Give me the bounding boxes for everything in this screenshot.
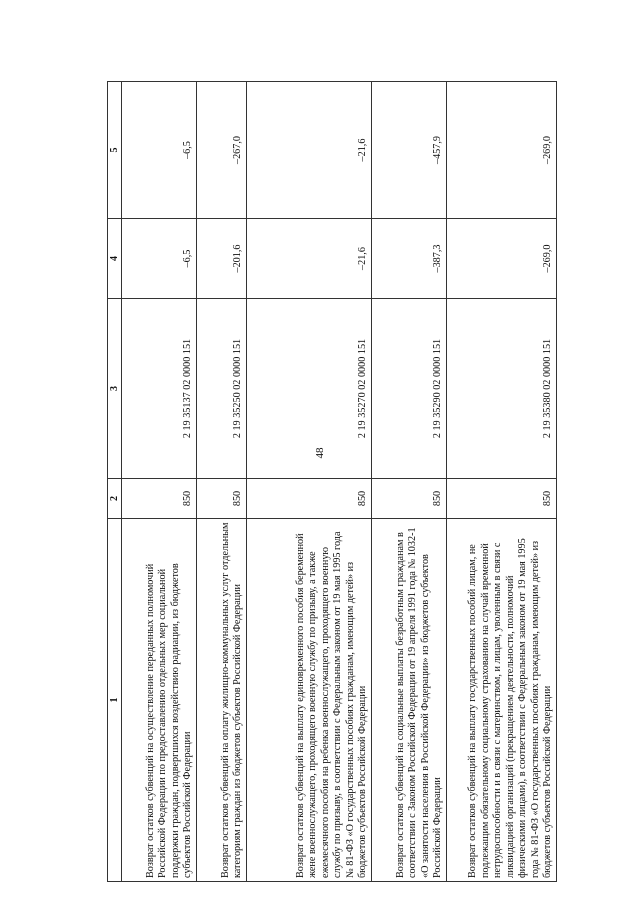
table-row	[122, 82, 197, 882]
row-admin-code: 850	[447, 479, 557, 519]
row-value-col5: –269,0	[447, 82, 557, 219]
row-value-col4: –201,6	[197, 219, 247, 299]
row-budget-code: 2 19 35290 02 0000 151	[372, 299, 447, 479]
row-budget-code: 2 19 35250 02 0000 151	[197, 299, 247, 479]
table-row	[372, 82, 447, 882]
row-name: Возврат остатков субвенций на выплату государственных пособий лицам, не подлежащим обязательному социальному страхованию на случай временной нетрудоспособности и в связи с материнством, и лицам, уволенным в связи с ликвидацией организаций (прекращением деятельности, полномочий физическими лицами), в соответствии с Федеральным законом от 19 мая 1995 года № 81-ФЗ «О государственных пособиях гражданам, имеющим детей» из бюджетов субъектов Российской Федерации	[447, 519, 557, 882]
page-number: 48	[314, 447, 326, 459]
header-col-2: 2	[108, 479, 122, 519]
row-value-col5: –457,9	[372, 82, 447, 219]
row-budget-code: 2 19 35137 02 0000 151	[122, 299, 197, 479]
row-name: Возврат остатков субвенций на социальные выплаты безработным гражданам в соответствии с Законом Российской Федерации от 19 апреля 1991 года № 1032-1 «О занятости населения в Российской Федерации» из бюджетов субъектов Российской Федерации	[372, 519, 447, 882]
table-body	[122, 82, 557, 882]
row-value-col4: –387,3	[372, 219, 447, 299]
row-value-col4: –21,6	[247, 219, 372, 299]
row-name: Возврат остатков субвенций на осуществление переданных полномочий Российской Федерации по предоставлению отдельных мер социальной поддержки граждан, подвергшихся воздействию радиации, из бюджетов субъектов Российской Федерации	[122, 519, 197, 882]
row-admin-code: 850	[372, 479, 447, 519]
row-name: Возврат остатков субвенций на выплату единовременного пособия беременной жене военнослужащего, проходящего военную службу по призыву, а также ежемесячного пособия на ребенка военнослужащего, проходящего военную службу по призыву, в соответствии с Федеральным законом от 19 мая 1995 года № 81-ФЗ «О государственных пособиях гражданам, имеющим детей» из бюджетов субъектов Российской Федерации	[247, 519, 372, 882]
header-col-1: 1	[108, 519, 122, 882]
row-value-col5: –21,6	[247, 82, 372, 219]
table-header	[108, 82, 122, 882]
row-name: Возврат остатков субвенций на оплату жилищно-коммунальных услуг отдельным категориям граждан из бюджетов субъектов Российской Федерации	[197, 519, 247, 882]
header-col-4: 4	[108, 219, 122, 299]
budget-table	[107, 81, 557, 882]
row-value-col5: –6,5	[122, 82, 197, 219]
header-col-3: 3	[108, 299, 122, 479]
table-row	[247, 82, 372, 882]
row-admin-code: 850	[247, 479, 372, 519]
table-row	[197, 82, 247, 882]
header-col-5: 5	[108, 82, 122, 219]
row-value-col4: –269,0	[447, 219, 557, 299]
table-container	[107, 82, 557, 882]
row-budget-code: 2 19 35270 02 0000 151	[247, 299, 372, 479]
row-budget-code: 2 19 35380 02 0000 151	[447, 299, 557, 479]
row-value-col4: –6,5	[122, 219, 197, 299]
row-value-col5: –267,0	[197, 82, 247, 219]
row-admin-code: 850	[122, 479, 197, 519]
row-admin-code: 850	[197, 479, 247, 519]
table-row	[447, 82, 557, 882]
header-row	[108, 82, 122, 882]
